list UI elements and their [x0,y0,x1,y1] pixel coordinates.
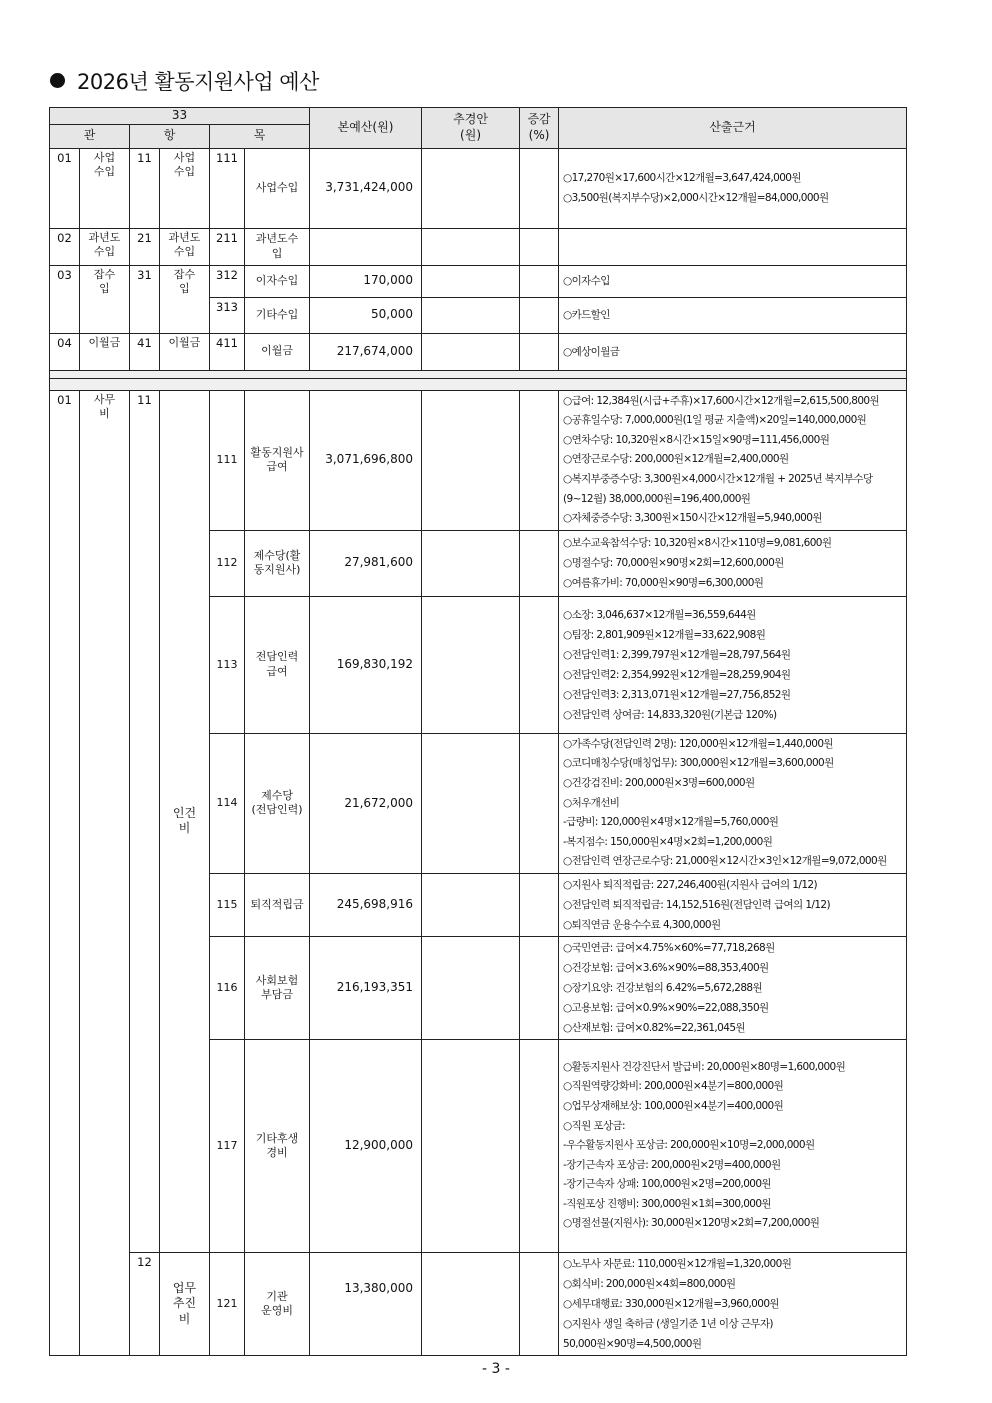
revision-cell [422,297,520,333]
mok-code: 211 [210,228,245,265]
mok-name: 사업수입 [245,148,310,228]
mok-code: 411 [210,333,245,370]
basis-cell [559,228,907,265]
basis-cell [559,1252,907,1355]
basis-cell [559,333,907,370]
amount-cell: 12,900,000 [310,1039,422,1252]
mok-name: 전담인력 급여 [245,596,310,733]
basis-line: -장기근속자 상패: 100,000원×2명=200,000원 [563,1178,771,1191]
mok-name: 기타수입 [245,297,310,333]
revenue-row [50,228,907,265]
mok-name: 기타후생 경비 [245,1039,310,1252]
basis-cell [559,148,907,228]
basis-line: ○장기요양: 건강보험의 6.42%=5,672,288원 [563,981,763,994]
hang-name: 과년도 수입 [160,228,210,265]
hang-name: 인건 비 [160,390,210,1252]
mok-name: 이월금 [245,333,310,370]
basis-line: ○전담인력 상여금: 14,833,320원(기본급 120%) [563,708,777,721]
revision-cell [422,530,520,596]
header-change: 증감 (%) [520,108,559,149]
gwan-name: 이월금 [80,333,130,370]
mok-name: 퇴직적립금 [245,873,310,936]
revision-cell [422,1252,520,1355]
amount-cell: 216,193,351 [310,936,422,1039]
mok-name: 제수당 (전담인력) [245,733,310,873]
mok-name: 활동지원사 급여 [245,390,310,530]
header-code: 33 [50,108,310,125]
amount-cell: 21,672,000 [310,733,422,873]
mok-name: 이자수입 [245,265,310,297]
hang-code: 31 [130,265,160,333]
basis-cell [559,936,907,1039]
mok-code: 112 [210,530,245,596]
basis-line: ○퇴직연금 운용수수료 4,300,000원 [563,918,721,931]
gwan-code: 04 [50,333,80,370]
amount-cell: 217,674,000 [310,333,422,370]
change-cell [520,530,559,596]
basis-line: ○회식비: 200,000원×4회=800,000원 [563,1277,736,1290]
gwan-name: 사무 비 [80,390,130,1355]
mok-code: 117 [210,1039,245,1252]
header-gwan: 관 [50,124,130,148]
basis-cell [559,596,907,733]
revision-cell [422,333,520,370]
revision-cell [422,228,520,265]
basis-cell [559,265,907,297]
change-cell [520,1039,559,1252]
mok-code: 111 [210,390,245,530]
mok-name: 과년도수 입 [245,228,310,265]
page-number: - 3 - [482,1361,510,1377]
hang-code: 11 [130,390,160,1252]
spacer-cell [50,370,907,378]
revision-cell [422,733,520,873]
change-cell [520,1252,559,1355]
gwan-code: 03 [50,265,80,333]
basis-line: ○고용보험: 급여×0.9%×90%=22,088,350원 [563,1001,769,1014]
basis-cell [559,873,907,936]
hang-code: 41 [130,333,160,370]
basis-line: ○공휴일수당: 7,000,000원(1일 평균 지출액)×20일=140,000,000원 [563,414,867,427]
revision-cell [422,936,520,1039]
revision-cell [422,390,520,530]
mok-code: 113 [210,596,245,733]
basis-line: ○복지부중증수당: 3,300원×4,000시간×12개월 + 2025년 복지부수당 [563,472,873,485]
basis-line: ○직원 포상금: [563,1119,625,1132]
basis-line: ○17,270원×17,600시간×12개월=3,647,424,000원 [563,172,801,185]
basis-line: ○연장근로수당: 200,000원×12개월=2,400,000원 [563,453,789,466]
revision-cell [422,148,520,228]
amount-cell: 170,000 [310,265,422,297]
hang-name: 사업 수입 [160,148,210,228]
revision-cell [422,1039,520,1252]
basis-line: 50,000원×90명=4,500,000원 [563,1337,702,1350]
basis-line: ○처우개선비 [563,796,620,809]
header-revision: 추경안 (원) [422,108,520,149]
basis-line: ○전담인력 연장근로수당: 21,000원×12시간×3인×12개월=9,072,000원 [563,855,887,868]
amount-cell: 50,000 [310,297,422,333]
mok-code: 114 [210,733,245,873]
page-title: 2026년 활동지원사업 예산 [50,66,319,96]
spacer-row [50,370,907,378]
basis-line: ○카드할인 [563,309,610,322]
mok-code: 121 [210,1252,245,1355]
basis-line: ○예상이월금 [563,345,620,358]
mok-name: 기관 운영비 [245,1252,310,1355]
amount-cell: 13,380,000 [310,1252,422,1355]
basis-line: ○활동지원사 건강진단서 발급비: 20,000원×80명=1,600,000원 [563,1060,846,1073]
amount-cell: 3,071,696,800 [310,390,422,530]
header-mok: 목 [210,124,310,148]
basis-line: ○국민연금: 급여×4.75%×60%=77,718,268원 [563,941,775,954]
basis-line: ○직원역량강화비: 200,000원×4분기=800,000원 [563,1080,784,1093]
basis-line: ○보수교육참석수당: 10,320원×8시간×110명=9,081,600원 [563,537,832,550]
basis-line: ○3,500원(복지부수당)×2,000시간×12개월=84,000,000원 [563,192,829,205]
basis-line: ○자체중증수당: 3,300원×150시간×12개월=5,940,000원 [563,512,822,525]
gwan-code: 01 [50,148,80,228]
basis-line: ○연차수당: 10,320원×8시간×15일×90명=111,456,000원 [563,433,830,446]
basis-line: ○지원사 퇴직적립금: 227,246,400원(지원사 급여의 1/12) [563,878,817,891]
revenue-row [50,333,907,370]
bullet-icon [50,73,65,88]
change-cell [520,390,559,530]
budget-table [49,107,907,1356]
gwan-name: 잡수 입 [80,265,130,333]
hang-name: 이월금 [160,333,210,370]
mok-code: 313 [210,297,245,333]
revision-cell [422,873,520,936]
expense-row [50,1252,907,1355]
basis-line: ○건강검진비: 200,000원×3명=600,000원 [563,776,755,789]
gwan-name: 과년도 수입 [80,228,130,265]
revenue-row [50,148,907,228]
basis-cell [559,530,907,596]
change-cell [520,297,559,333]
change-cell [520,265,559,297]
basis-line: ○산재보험: 급여×0.82%=22,361,045원 [563,1021,745,1034]
mok-name: 사회보험 부담금 [245,936,310,1039]
gwan-code: 02 [50,228,80,265]
basis-line: -복지점수: 150,000원×4명×2회=1,200,000원 [563,835,773,848]
spacer-cell [50,378,907,390]
header-budget: 본예산(원) [310,108,422,149]
basis-line: ○전담인력2: 2,354,992원×12개월=28,259,904원 [563,668,791,681]
basis-line: ○가족수당(전담인력 2명): 120,000원×12개월=1,440,000원 [563,737,833,750]
mok-code: 116 [210,936,245,1039]
basis-line: ○전담인력3: 2,313,071원×12개월=27,756,852원 [563,688,791,701]
mok-code: 111 [210,148,245,228]
basis-line: ○명절수당: 70,000원×90명×2회=12,600,000원 [563,557,784,570]
basis-line: ○여름휴가비: 70,000원×90명=6,300,000원 [563,577,764,590]
expense-row [50,390,907,530]
basis-line: ○팀장: 2,801,909원×12개월=33,622,908원 [563,628,766,641]
mok-code: 312 [210,265,245,297]
change-cell [520,873,559,936]
basis-line: -우수활동지원사 포상금: 200,000원×10명=2,000,000원 [563,1139,815,1152]
hang-code: 12 [130,1252,160,1355]
basis-line: ○업무상재해보상: 100,000원×4분기=400,000원 [563,1099,784,1112]
basis-cell [559,297,907,333]
basis-line: ○지원사 생일 축하금 (생일기준 1년 이상 근무자) [563,1317,773,1330]
basis-line: -직원포상 진행비: 300,000원×1회=300,000원 [563,1197,771,1210]
amount-cell: 3,731,424,000 [310,148,422,228]
revision-cell [422,265,520,297]
hang-code: 21 [130,228,160,265]
spacer-row [50,378,907,390]
amount-cell: 245,698,916 [310,873,422,936]
change-cell [520,733,559,873]
revenue-row [50,265,907,297]
amount-cell: 27,981,600 [310,530,422,596]
basis-cell [559,390,907,530]
basis-cell [559,1039,907,1252]
mok-code: 115 [210,873,245,936]
basis-line: -급량비: 120,000원×4명×12개월=5,760,000원 [563,816,779,829]
basis-line: ○노무사 자문료: 110,000원×12개월=1,320,000원 [563,1257,792,1270]
basis-cell [559,733,907,873]
change-cell [520,596,559,733]
basis-line: ○전담인력 퇴직적립금: 14,152,516원(전담인력 급여의 1/12) [563,898,831,911]
header-basis: 산출근거 [559,108,907,149]
change-cell [520,333,559,370]
amount-cell: 169,830,192 [310,596,422,733]
basis-line: -장기근속자 포상금: 200,000원×2명=400,000원 [563,1158,781,1171]
hang-code: 11 [130,148,160,228]
mok-name: 제수당(활 동지원사) [245,530,310,596]
gwan-code: 01 [50,390,80,1355]
basis-line: ○건강보험: 급여×3.6%×90%=88,353,400원 [563,961,769,974]
revision-cell [422,596,520,733]
change-cell [520,936,559,1039]
change-cell [520,228,559,265]
header-hang: 항 [130,124,210,148]
basis-line: ○세무대행료: 330,000원×12개월=3,960,000원 [563,1297,779,1310]
change-cell [520,148,559,228]
basis-line: ○전담인력1: 2,399,797원×12개월=28,797,564원 [563,648,791,661]
basis-line: ○코디매칭수당(매칭업무): 300,000원×12개월=3,600,000원 [563,757,834,770]
hang-name: 업무 추진 비 [160,1252,210,1355]
basis-line: ○소장: 3,046,637×12개월=36,559,644원 [563,608,756,621]
basis-line: ○이자수입 [563,275,610,288]
gwan-name: 사업 수입 [80,148,130,228]
hang-name: 잡수 입 [160,265,210,333]
basis-line: ○급여: 12,384원(시급+주휴)×17,600시간×12개월=2,615,500,800원 [563,394,880,407]
basis-line: ○명절선물(지원사): 30,000원×120명×2회=7,200,000원 [563,1217,820,1230]
amount-cell [310,228,422,265]
basis-line: (9~12월) 38,000,000원=196,400,000원 [563,492,751,505]
